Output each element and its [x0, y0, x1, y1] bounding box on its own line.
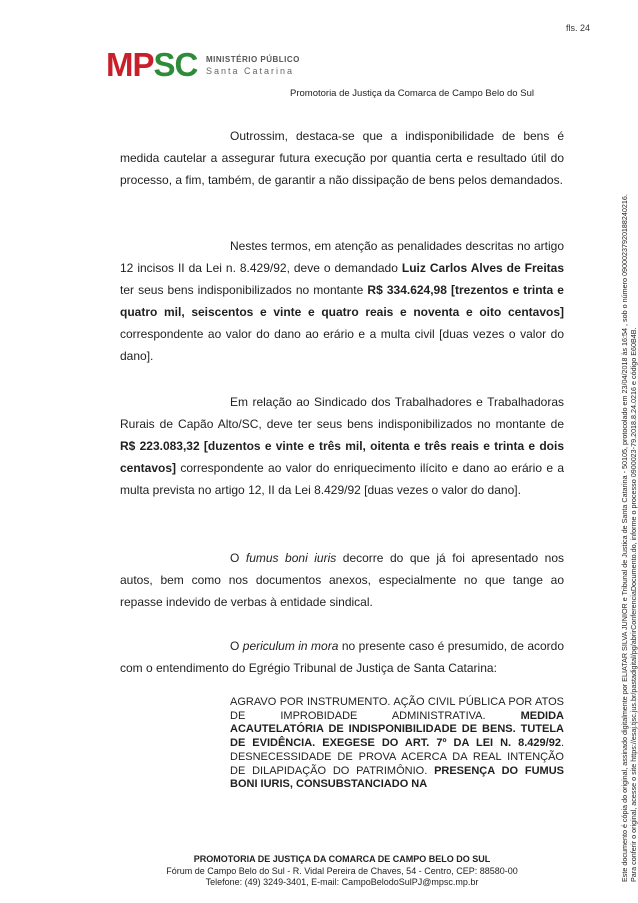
signature-line-2: Para conferir o original, acesse o site https://esaj.tjsc.jus.br/pastadigital/pg/abrirConferenciaDocumento.do, informe o processo 0900023-79.2018.8.24.0216 e código E60B4B.	[629, 327, 638, 882]
term-fumus: fumus boni iuris	[245, 551, 337, 565]
logo-org-line2: Santa Catarina	[206, 66, 295, 76]
signature-line-1: Este documento é cópia do original, assinado digitalmente por ELIATAR SILVA JUNIOR e Tribunal de Justica de Santa Catarina - 50105, protocolado em 23/04/2018 às 16:54 , sob o número 09000237920188240216.	[620, 194, 629, 882]
logo-org-line1: MINISTÉRIO PÚBLICO	[206, 55, 300, 64]
footer-address: Fórum de Campo Belo do Sul - R. Vidal Pereira de Chaves, 54 - Centro, CEP: 88580-00	[166, 865, 518, 876]
logo-mark: MPSC	[106, 46, 198, 83]
page-number-label: fls. 24	[566, 23, 591, 33]
paragraph-1: Outrossim, destaca-se que a indisponibilidade de bens é medida cautelar a assegurar futura execução por quantia certa e resultado útil do processo, a fim, também, de garantir a não dissipação de bens pelos demandados.	[120, 129, 564, 187]
digital-signature-note	[620, 12, 638, 882]
paragraph-4: O fumus boni iuris decorre do que já foi apresentado nos autos, bem como nos documentos anexos, especialmente no que tange ao repasse indevido de verbas à entidade sindical.	[120, 551, 564, 609]
term-periculum: periculum in mora	[242, 639, 339, 653]
header-office-name: Promotoria de Justiça da Comarca de Campo Belo do Sul	[290, 88, 534, 99]
footer-contact: Telefone: (49) 3249-3401, E-mail: CampoBelodoSulPJ@mpsc.mp.br	[205, 877, 479, 887]
defendant-name: Luiz Carlos Alves de Freitas	[401, 261, 564, 275]
amount-1: R$ 334.624,98 [trezentos e trinta e quatro mil, seiscentos e vinte e quatro reais e noventa e oito centavos]	[120, 283, 564, 319]
amount-2: R$ 223.083,32 [duzentos e vinte e três mil, oitenta e três reais e trinta e dois centavos]	[120, 439, 564, 475]
footer	[120, 854, 564, 889]
mpsc-logo	[106, 44, 306, 92]
footer-office: PROMOTORIA DE JUSTIÇA DA COMARCA DE CAMPO BELO DO SUL	[193, 854, 491, 864]
paragraph-2: Nestes termos, em atenção as penalidades descritas no artigo 12 incisos II da Lei n. 8.429/92, deve o demandado Luiz Carlos Alves de Freitas ter seus bens indisponibilizados no montante R$ 334.624,98 [trezentos e trinta e quatro mil, seiscentos e vinte e quatro reais e noventa e oito centavos] correspondente ao valor do dano ao erário e a multa civil [duas vezes o valor do dano].	[120, 239, 564, 363]
logo-org-name	[206, 55, 300, 76]
paragraph-5: O periculum in mora no presente caso é presumido, de acordo com o entendimento do Egrégio Tribunal de Justiça de Santa Catarina:	[120, 639, 565, 675]
paragraph-3: Em relação ao Sindicado dos Trabalhadores e Trabalhadoras Rurais de Capão Alto/SC, deve ter seus bens indisponibilizados no montante de R$ 223.083,32 [duzentos e vinte e três mil, oitenta e três reais e trinta e dois centavos] correspondente ao valor do enriquecimento ilícito e dano ao erário e a multa prevista no artigo 12, II da Lei 8.429/92 [duas vezes o valor do dano].	[120, 395, 564, 497]
jurisprudence-quote: AGRAVO POR INSTRUMENTO. AÇÃO CIVIL PÚBLICA POR ATOS DE IMPROBIDADE ADMINISTRATIVA. MEDIDA ACAUTELATÓRIA DE INDISPONIBILIDADE DE BENS. TUTELA DE EVIDÊNCIA. EXEGESE DO ART. 7º DA LEI N. 8.429/92. DESNECESSIDADE DE PROVA ACERCA DA REAL INTENÇÃO DE DILAPIDAÇÃO DO PATRIMÔNIO. PRESENÇA DO FUMUS BONI IURIS, CONSUBSTANCIADO NA	[230, 696, 564, 791]
